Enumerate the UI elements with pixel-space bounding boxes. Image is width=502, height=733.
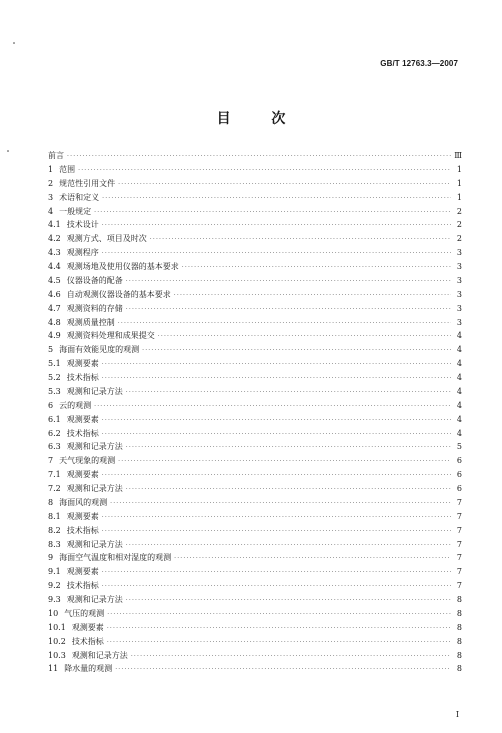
toc-entry-title: 海面风的观测 (59, 497, 108, 507)
toc-entry-title: 天气现象的观测 (59, 456, 116, 466)
toc-entry[interactable] (48, 177, 462, 191)
toc-entry-number: 10.1 (48, 622, 66, 632)
toc-entry-page: 4 (456, 359, 462, 369)
toc-entry[interactable] (48, 440, 462, 454)
toc-entry-page: 4 (456, 414, 462, 424)
toc-entry[interactable] (48, 149, 462, 163)
scan-speck (13, 42, 15, 44)
toc-entry[interactable] (48, 510, 462, 524)
toc-entry-page: 3 (456, 248, 462, 258)
toc-entry-number: 4.5 (48, 275, 61, 285)
toc-entry-number: 4.9 (48, 331, 61, 341)
toc-entry-title: 观测要素 (66, 511, 99, 521)
toc-entry-page: 2 (456, 220, 462, 230)
toc-entry-number: 9.2 (48, 581, 61, 591)
toc-entry-title: 技术指标 (71, 636, 104, 646)
toc-entry-title: 技术指标 (66, 525, 99, 535)
toc-entry-number: 6.1 (48, 414, 61, 424)
toc-entry-title: 自动观测仪器设备的基本要求 (66, 289, 171, 299)
toc-entry-page: 3 (456, 289, 462, 299)
toc-entry-title: 观测要素 (66, 567, 99, 577)
toc-entry[interactable] (48, 218, 462, 232)
toc-dot-leader (102, 192, 451, 206)
toc-entry-number: 2 (48, 178, 54, 188)
toc-entry[interactable] (48, 163, 462, 177)
toc-dot-leader (102, 372, 451, 386)
toc-entry[interactable] (48, 649, 462, 663)
toc-entry[interactable] (48, 607, 462, 621)
toc-entry-page: 6 (456, 484, 462, 493)
toc-entry-number: 4 (48, 206, 54, 216)
toc-entry-title: 观测要素 (66, 414, 99, 424)
toc-entry-title: 观测质量控制 (66, 317, 115, 327)
toc-entry-number: 4.2 (48, 234, 61, 244)
toc-entry-title: 观测和记录方法 (66, 442, 123, 452)
toc-entry-title: 观测方式、项目及时次 (66, 234, 147, 244)
toc-dot-leader (94, 400, 451, 414)
toc-dot-leader (126, 594, 451, 608)
toc-entry-number: 6.3 (48, 442, 61, 452)
toc-entry-page: 1 (456, 192, 462, 202)
toc-entry-page: 7 (456, 581, 462, 591)
toc-entry-title: 观测要素 (66, 359, 99, 369)
toc-dot-leader (174, 552, 451, 566)
toc-entry[interactable] (48, 385, 462, 399)
toc-entry-page: 7 (456, 539, 462, 549)
toc-entry-number: 5.1 (48, 359, 61, 369)
toc-dot-leader (67, 150, 451, 164)
toc-dot-leader (118, 178, 451, 192)
toc-entry-title: 技术设计 (66, 220, 99, 230)
toc-entry-page: 3 (456, 317, 462, 327)
toc-dot-leader (118, 455, 451, 469)
toc-entry-title: 观测和记录方法 (66, 386, 123, 396)
toc-dot-leader (182, 261, 451, 275)
toc-entry-page: 3 (456, 262, 462, 271)
toc-entry-title: 技术指标 (66, 581, 99, 591)
toc-entry-number: 4.6 (48, 289, 61, 299)
toc-dot-leader (126, 483, 451, 497)
toc-entry-number: 11 (48, 664, 59, 674)
toc-entry[interactable] (48, 191, 462, 205)
toc-dot-leader (115, 663, 451, 677)
toc-entry-number: 4.4 (48, 262, 61, 271)
toc-entry-page: 8 (456, 664, 462, 674)
toc-entry-number: 4.8 (48, 317, 61, 327)
toc-entry-number: 9.3 (48, 595, 61, 604)
toc-entry-title: 规范性引用文件 (59, 178, 116, 188)
toc-entry-title: 观测场地及使用仪器的基本要求 (66, 262, 179, 271)
toc-entry-number: 8.1 (48, 511, 61, 521)
toc-entry-number: 4.1 (48, 220, 61, 230)
toc-dot-leader (126, 275, 451, 289)
toc-dot-leader (142, 344, 451, 358)
toc-dot-leader (102, 219, 451, 233)
toc-entry-title: 术语和定义 (59, 192, 100, 202)
standard-code: GB/T 12763.3—2007 (380, 59, 458, 68)
toc-entry-page: 8 (456, 636, 462, 646)
toc-entry-number: 10 (48, 608, 59, 618)
toc-entry[interactable] (48, 427, 462, 441)
toc-entry-number: 7 (48, 456, 54, 466)
toc-entry-page: 4 (456, 428, 462, 438)
toc-dot-leader (102, 247, 451, 261)
toc-entry[interactable] (48, 579, 462, 593)
toc-entry-page: 6 (456, 456, 462, 466)
toc-dot-leader (102, 511, 451, 525)
toc-dot-leader (126, 441, 451, 455)
toc-dot-leader (150, 233, 451, 247)
toc-entry[interactable] (48, 302, 462, 316)
toc-entry[interactable] (48, 565, 462, 579)
toc-entry-title: 观测和记录方法 (66, 595, 123, 604)
toc-entry-title: 观测和记录方法 (71, 650, 128, 660)
toc-entry-number: 6 (48, 400, 54, 410)
toc-entry-number: 8.3 (48, 539, 61, 549)
toc-entry[interactable] (48, 468, 462, 482)
toc-dot-leader (102, 469, 451, 483)
page-title: 目 次 (216, 111, 304, 127)
toc-entry-title: 技术指标 (66, 373, 99, 382)
toc-entry-page: Ⅲ (454, 151, 462, 160)
toc-entry-page: 3 (456, 303, 462, 313)
toc-entry-page: 2 (456, 206, 462, 216)
toc-entry[interactable] (48, 371, 462, 385)
toc-entry[interactable] (48, 551, 462, 565)
toc-entry[interactable] (48, 635, 462, 649)
toc-entry[interactable] (48, 288, 462, 302)
toc-entry-number: 4.3 (48, 248, 61, 258)
toc-entry-number: 7.1 (48, 470, 61, 480)
toc-entry[interactable] (48, 593, 462, 607)
toc-dot-leader (102, 428, 451, 442)
toc-dot-leader (158, 330, 451, 344)
toc-entry-title: 海面空气温度和相对湿度的观测 (59, 553, 172, 563)
toc-dot-leader (94, 206, 451, 220)
toc-entry-title: 降水量的观测 (64, 664, 113, 674)
toc-entry[interactable] (48, 524, 462, 538)
toc-entry-title: 前言 (48, 151, 64, 160)
toc-entry-page: 4 (456, 331, 462, 341)
toc-entry-page: 4 (456, 373, 462, 382)
scan-speck (7, 150, 9, 152)
toc-entry[interactable] (48, 232, 462, 246)
toc-entry-title: 观测资料的存储 (66, 303, 123, 313)
toc-entry[interactable] (48, 274, 462, 288)
toc-dot-leader (107, 608, 451, 622)
toc-entry[interactable] (48, 246, 462, 260)
toc-entry[interactable] (48, 496, 462, 510)
toc-entry-page: 1 (456, 178, 462, 188)
toc-entry-title: 观测和记录方法 (66, 484, 123, 493)
toc-dot-leader (102, 358, 451, 372)
toc-dot-leader (102, 580, 451, 594)
toc-entry[interactable] (48, 662, 462, 676)
toc-entry-number: 5.3 (48, 386, 61, 396)
toc-entry-title: 观测资料处理和成果提交 (66, 331, 155, 341)
toc-entry-page: 4 (456, 400, 462, 410)
toc-dot-leader (107, 622, 451, 636)
toc-entry-number: 3 (48, 192, 54, 202)
toc-dot-leader (118, 317, 451, 331)
toc-entry-title: 气压的观测 (64, 608, 105, 618)
toc-dot-leader (110, 497, 451, 511)
toc-entry-number: 10.2 (48, 636, 66, 646)
toc-entry-page: 6 (456, 470, 462, 480)
toc-entry-page: 5 (456, 442, 462, 452)
toc-entry[interactable] (48, 413, 462, 427)
toc-entry-number: 7.2 (48, 484, 61, 493)
toc-entry-title: 范围 (59, 164, 76, 174)
toc-entry[interactable] (48, 343, 462, 357)
toc-entry[interactable] (48, 316, 462, 330)
toc-entry[interactable] (48, 329, 462, 343)
toc-entry-number: 1 (48, 164, 54, 174)
toc-entry-page: 4 (456, 345, 462, 355)
toc-entry-page: 1 (456, 164, 462, 174)
toc-entry-title: 技术指标 (66, 428, 99, 438)
toc-dot-leader (126, 386, 451, 400)
toc-entry[interactable] (48, 357, 462, 371)
toc-entry-page: 2 (456, 234, 462, 244)
page-number: I (455, 710, 459, 719)
toc-dot-leader (102, 414, 451, 428)
toc-entry-page: 7 (456, 511, 462, 521)
toc-entry[interactable] (48, 399, 462, 413)
toc-entry[interactable] (48, 538, 462, 552)
toc-entry[interactable] (48, 260, 462, 274)
toc-entry-page: 7 (456, 553, 462, 563)
toc-entry-title: 观测程序 (66, 248, 99, 258)
toc-entry-page: 8 (456, 622, 462, 632)
toc-entry-number: 4.7 (48, 303, 61, 313)
toc-entry-title: 云的观测 (59, 400, 92, 410)
table-of-contents (48, 149, 462, 676)
toc-entry-page: 7 (456, 525, 462, 535)
toc-entry-number: 10.3 (48, 650, 66, 660)
toc-entry-number: 5 (48, 345, 54, 355)
toc-entry-page: 4 (456, 386, 462, 396)
toc-dot-leader (102, 566, 451, 580)
toc-entry-page: 8 (456, 650, 462, 660)
toc-entry-page: 8 (456, 595, 462, 604)
toc-dot-leader (126, 539, 451, 553)
toc-entry[interactable] (48, 454, 462, 468)
toc-entry-number: 5.2 (48, 373, 61, 382)
toc-dot-leader (102, 525, 451, 539)
toc-entry-page: 7 (456, 567, 462, 577)
toc-entry-number: 9.1 (48, 567, 61, 577)
toc-entry-title: 海面有效能见度的观测 (59, 345, 140, 355)
toc-entry-page: 7 (456, 497, 462, 507)
toc-entry-page: 3 (456, 275, 462, 285)
toc-dot-leader (78, 164, 451, 178)
toc-entry-title: 观测要素 (66, 470, 99, 480)
toc-entry-title: 观测要素 (71, 622, 104, 632)
toc-entry[interactable] (48, 482, 462, 496)
toc-entry-number: 8.2 (48, 525, 61, 535)
toc-dot-leader (131, 650, 451, 664)
toc-dot-leader (107, 636, 451, 650)
toc-entry[interactable] (48, 205, 462, 219)
toc-entry-number: 6.2 (48, 428, 61, 438)
toc-entry[interactable] (48, 621, 462, 635)
toc-dot-leader (126, 303, 451, 317)
toc-entry-title: 仪器设备的配备 (66, 275, 123, 285)
toc-entry-title: 观测和记录方法 (66, 539, 123, 549)
toc-dot-leader (174, 289, 451, 303)
toc-entry-number: 8 (48, 497, 54, 507)
toc-entry-title: 一般规定 (59, 206, 92, 216)
toc-entry-page: 8 (456, 608, 462, 618)
toc-entry-number: 9 (48, 553, 54, 563)
